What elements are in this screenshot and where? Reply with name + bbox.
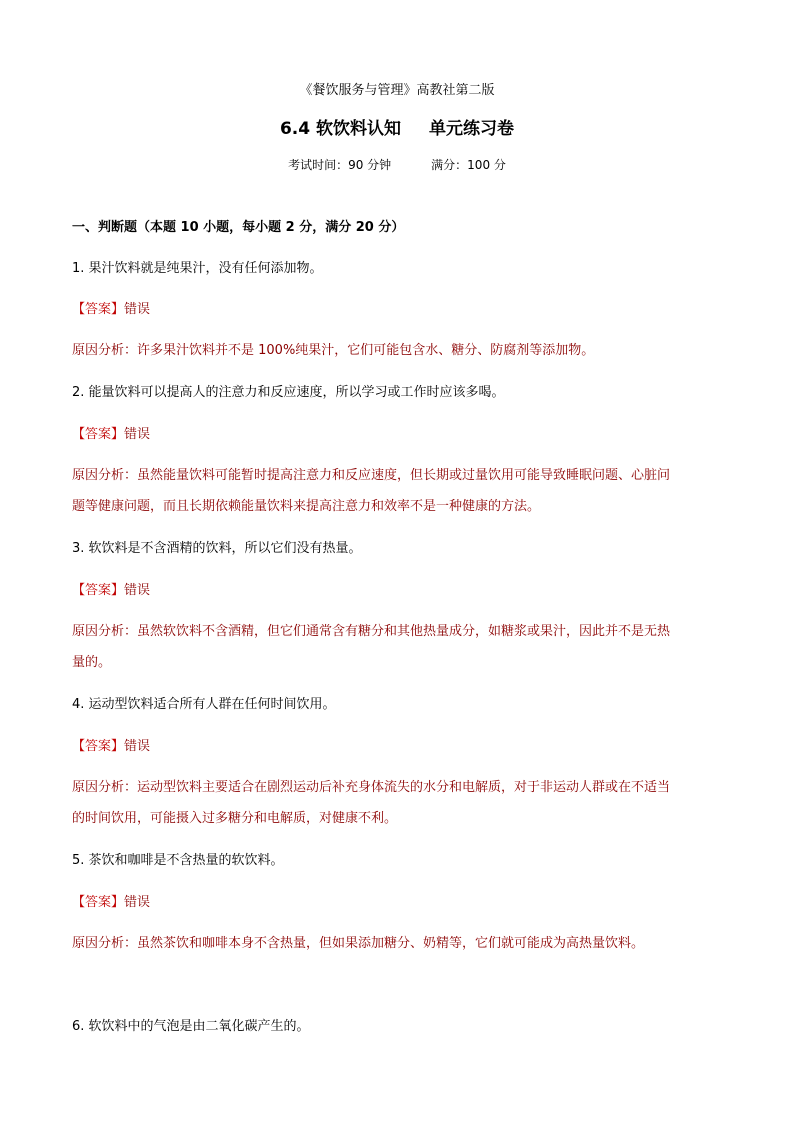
question-text: 1. 果汁饮料就是纯果汁，没有任何添加物。 [72, 261, 323, 276]
answer-line [72, 301, 150, 319]
answer-value: 错误 [124, 302, 151, 317]
question-text: 6. 软饮料中的气泡是由二氧化碳产生的。 [72, 1019, 310, 1034]
analysis-text: 原因分析：虽然软饮料不含酒精，但它们通常含有糖分和其他热量成分，如糖浆或果汁，因此并不是无热 [72, 624, 671, 639]
analysis-text: 原因分析：许多果汁饮料并不是 100%纯果汁，它们可能包含水、糖分、防腐剂等添加物。 [72, 343, 595, 358]
answer-label: 【答案】 [72, 739, 125, 754]
analysis-text: 的时间饮用，可能摄入过多糖分和电解质，对健康不利。 [72, 811, 398, 826]
answer-line [72, 894, 150, 912]
answer-label: 【答案】 [72, 583, 125, 598]
answer-label: 【答案】 [72, 302, 125, 317]
question-text: 2. 能量饮料可以提高人的注意力和反应速度，所以学习或工作时应该多喝。 [72, 385, 505, 400]
answer-value: 错误 [124, 739, 151, 754]
analysis-text: 原因分析：虽然能量饮料可能暂时提高注意力和反应速度，但长期或过量饮用可能导致睡眠问题、心脏问 [72, 468, 671, 483]
page-title-topic: 6.4 软饮料认知 [279, 119, 402, 139]
analysis-text: 量的。 [72, 655, 112, 670]
question-text: 5. 茶饮和咖啡是不含热量的软饮料。 [72, 853, 284, 868]
exam-score: 满分：100 分 [431, 158, 506, 172]
answer-value: 错误 [124, 583, 151, 598]
answer-line [72, 738, 150, 756]
page-title [0, 118, 794, 140]
question-text: 3. 软饮料是不含酒精的饮料，所以它们没有热量。 [72, 541, 362, 556]
question-text: 4. 运动型饮料适合所有人群在任何时间饮用。 [72, 697, 336, 712]
analysis-text: 原因分析：运动型饮料主要适合在剧烈运动后补充身体流失的水分和电解质，对于非运动人群或在不适当 [72, 780, 671, 795]
answer-line [72, 426, 150, 444]
exam-info [0, 156, 794, 174]
book-title: 《餐饮服务与管理》高教社第二版 [299, 83, 495, 98]
answer-label: 【答案】 [72, 895, 125, 910]
analysis-text: 题等健康问题，而且长期依赖能量饮料来提高注意力和效率不是一种健康的方法。 [72, 499, 541, 514]
page-title-subtitle: 单元练习卷 [429, 119, 515, 139]
answer-label: 【答案】 [72, 427, 125, 442]
section-heading: 一、判断题（本题 10 小题，每小题 2 分，满分 20 分） [72, 220, 405, 235]
exam-time: 考试时间：90 分钟 [288, 158, 392, 172]
answer-line [72, 582, 150, 600]
answer-value: 错误 [124, 895, 151, 910]
answer-value: 错误 [124, 427, 151, 442]
analysis-text: 原因分析：虽然茶饮和咖啡本身不含热量，但如果添加糖分、奶精等，它们就可能成为高热量饮料。 [72, 936, 645, 951]
